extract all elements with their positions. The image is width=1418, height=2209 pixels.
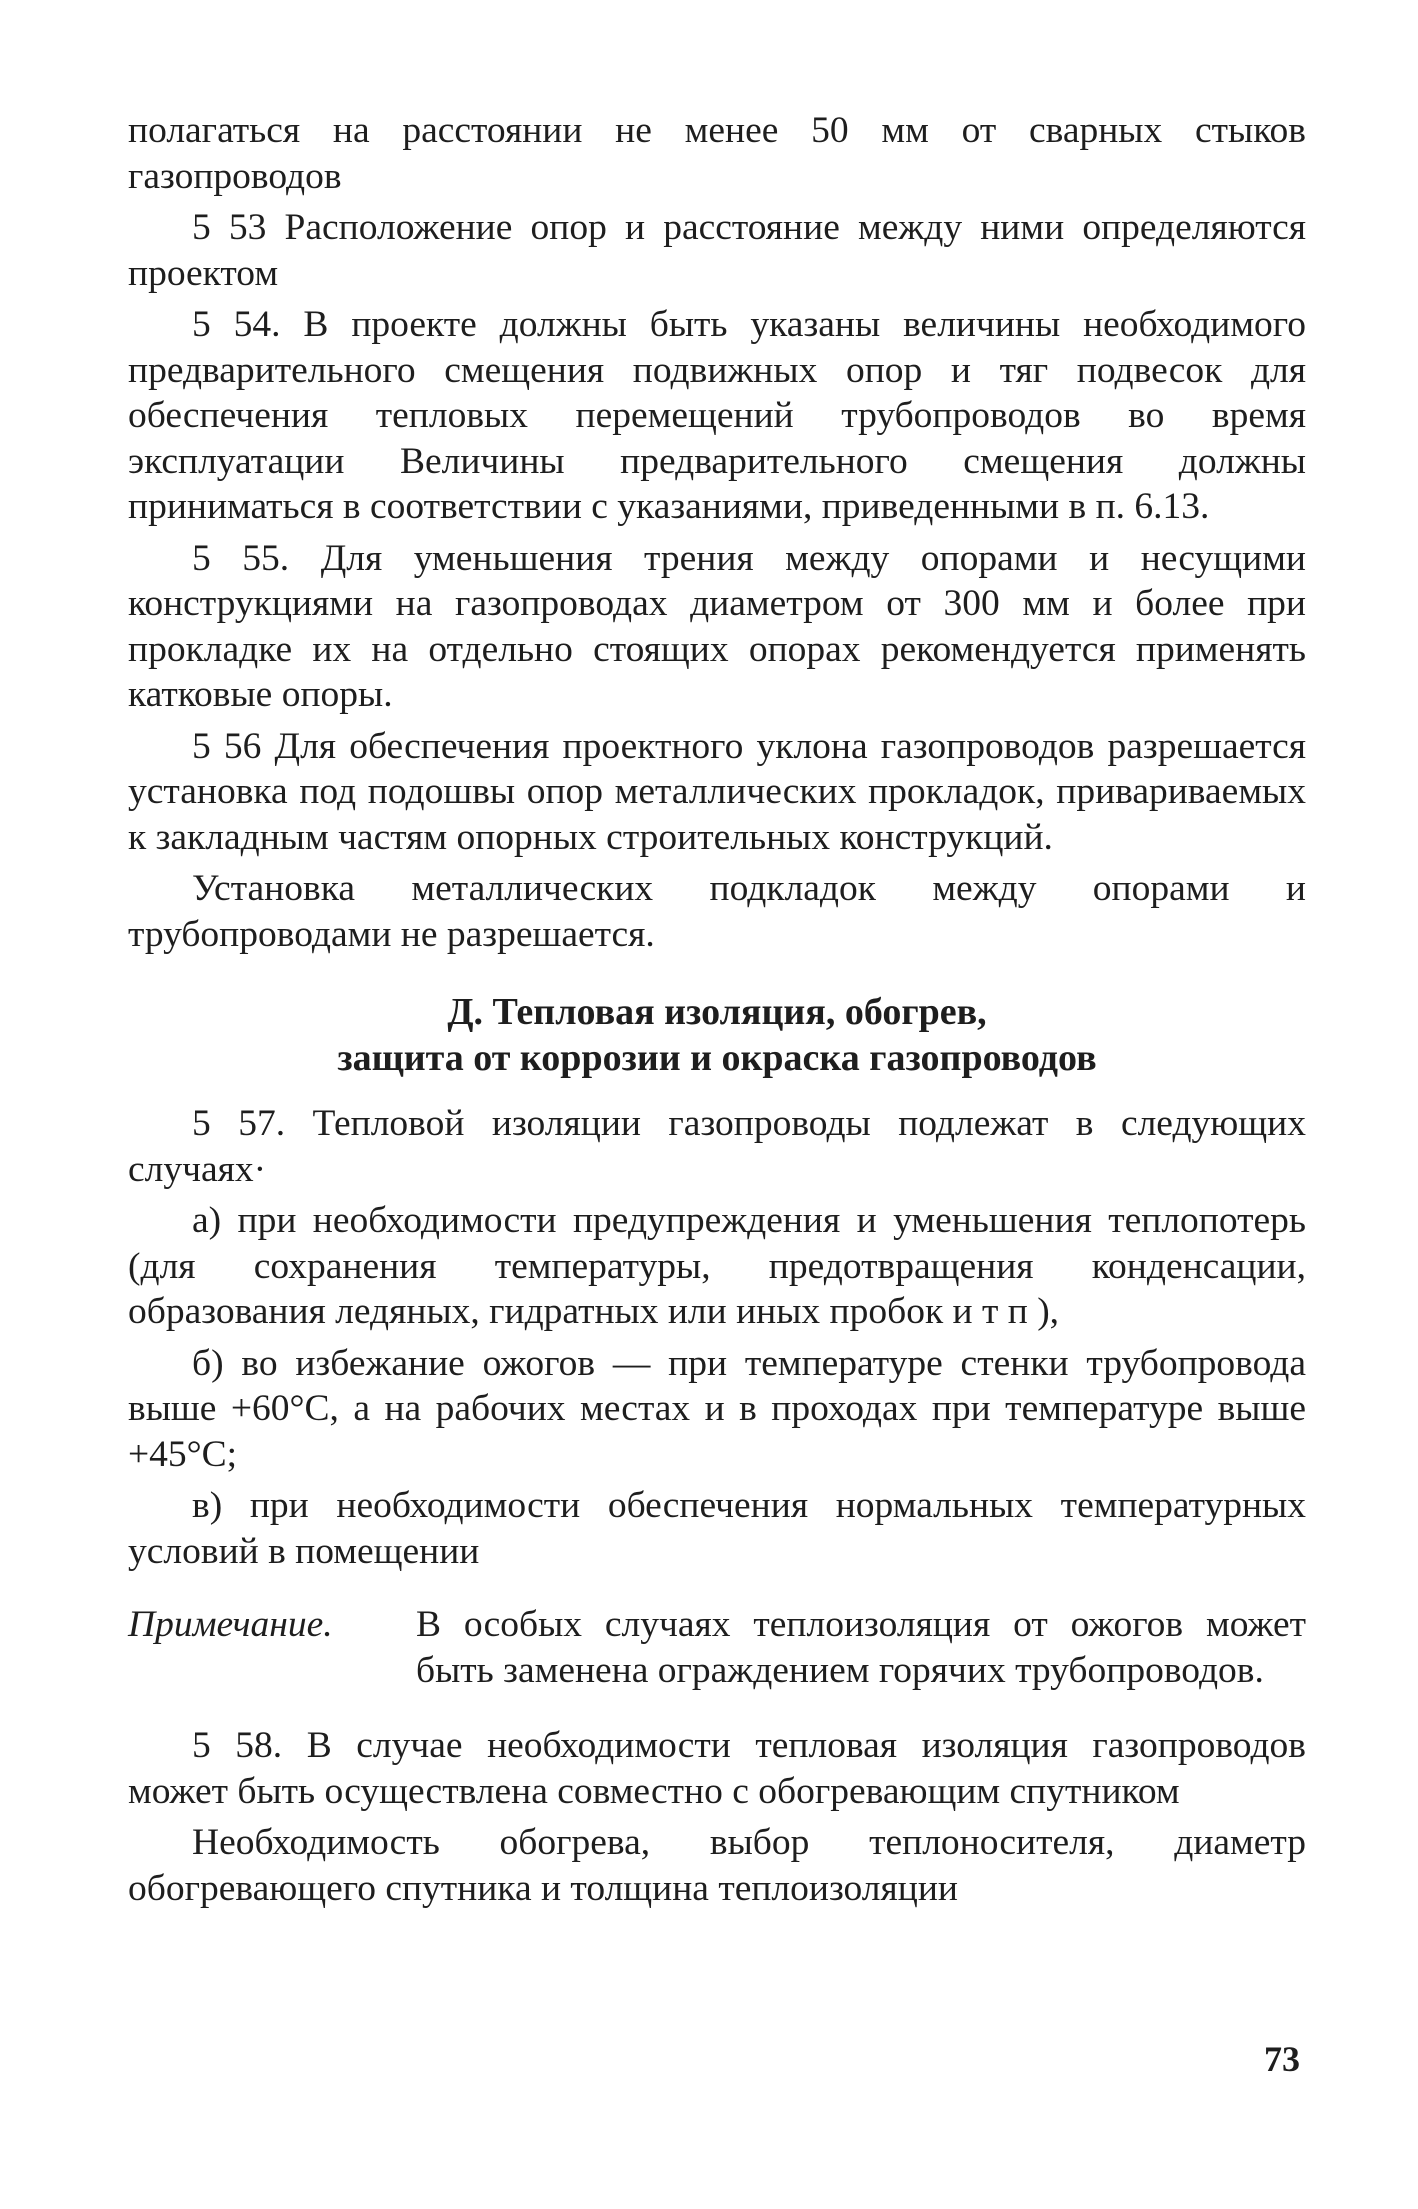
note-block [128,1602,1306,1693]
note-text: В особых случаях теплоизоляция от ожогов может быть заменена ограждением горячих трубопроводов. [416,1604,1306,1691]
paragraph-continuation: полагаться на расстоянии не менее 50 мм от сварных стыков газопроводов [128,110,1306,197]
list-item-b: б) во избежание ожогов — при температуре стенки трубопровода выше +60°С, а на рабочих местах и в проходах при температуре выше +45°С; [128,1342,1306,1475]
section-heading-line-1: Д. Тепловая изоляция, обогрев, [447,991,987,1033]
paragraph-5-56: 5 56 Для обеспечения проектного уклона газопроводов разрешается установка под подошвы опор металлических прокладок, привариваемых к закладным частям опорных строительных конструкций. [128,725,1306,858]
section-heading-line-2: защита от коррозии и окраска газопроводов [337,1037,1097,1079]
list-item-c: в) при необходимости обеспечения нормальных температурных условий в помещении [128,1485,1306,1572]
document-page [128,108,1306,1917]
paragraph-5-56-continued: Установка металлических подкладок между опорами и трубопроводами не разрешается. [128,868,1306,955]
paragraph-5-58-continued: Необходимость обогрева, выбор теплоносителя, диаметр обогревающего спутника и толщина теплоизоляции [128,1822,1306,1909]
list-item-a: а) при необходимости предупреждения и уменьшения теплопотерь (для сохранения температуры, предотвращения конденсации, образования ледяных, гидратных или иных пробок и т п ), [128,1200,1306,1332]
section-heading [128,989,1306,1081]
paragraph-5-55: 5 55. Для уменьшения трения между опорами и несущими конструкциями на газопроводах диаметром от 300 мм и более при прокладке их на отдельно стоящих опорах рекомендуется применять катковые опоры. [128,537,1306,715]
note-label: Примечание. [128,1604,333,1645]
page-number: 73 [1264,2039,1300,2079]
paragraph-5-54: 5 54. В проекте должны быть указаны величины необходимого предварительного смещения подвижных опор и тяг подвесок для обеспечения тепловых перемещений трубопроводов во время эксплуатации Величины предварительного смещения должны приниматься в соответствии с указаниями, приведенными в п. 6.13. [128,304,1306,527]
paragraph-5-53: 5 53 Расположение опор и расстояние между ними определяются проектом [128,207,1306,294]
paragraph-5-58: 5 58. В случае необходимости тепловая изоляция газопроводов может быть осуществлена совместно с обогревающим спутником [128,1725,1306,1812]
paragraph-5-57: 5 57. Тепловой изоляции газопроводы подлежат в следующих случаях· [128,1103,1306,1190]
